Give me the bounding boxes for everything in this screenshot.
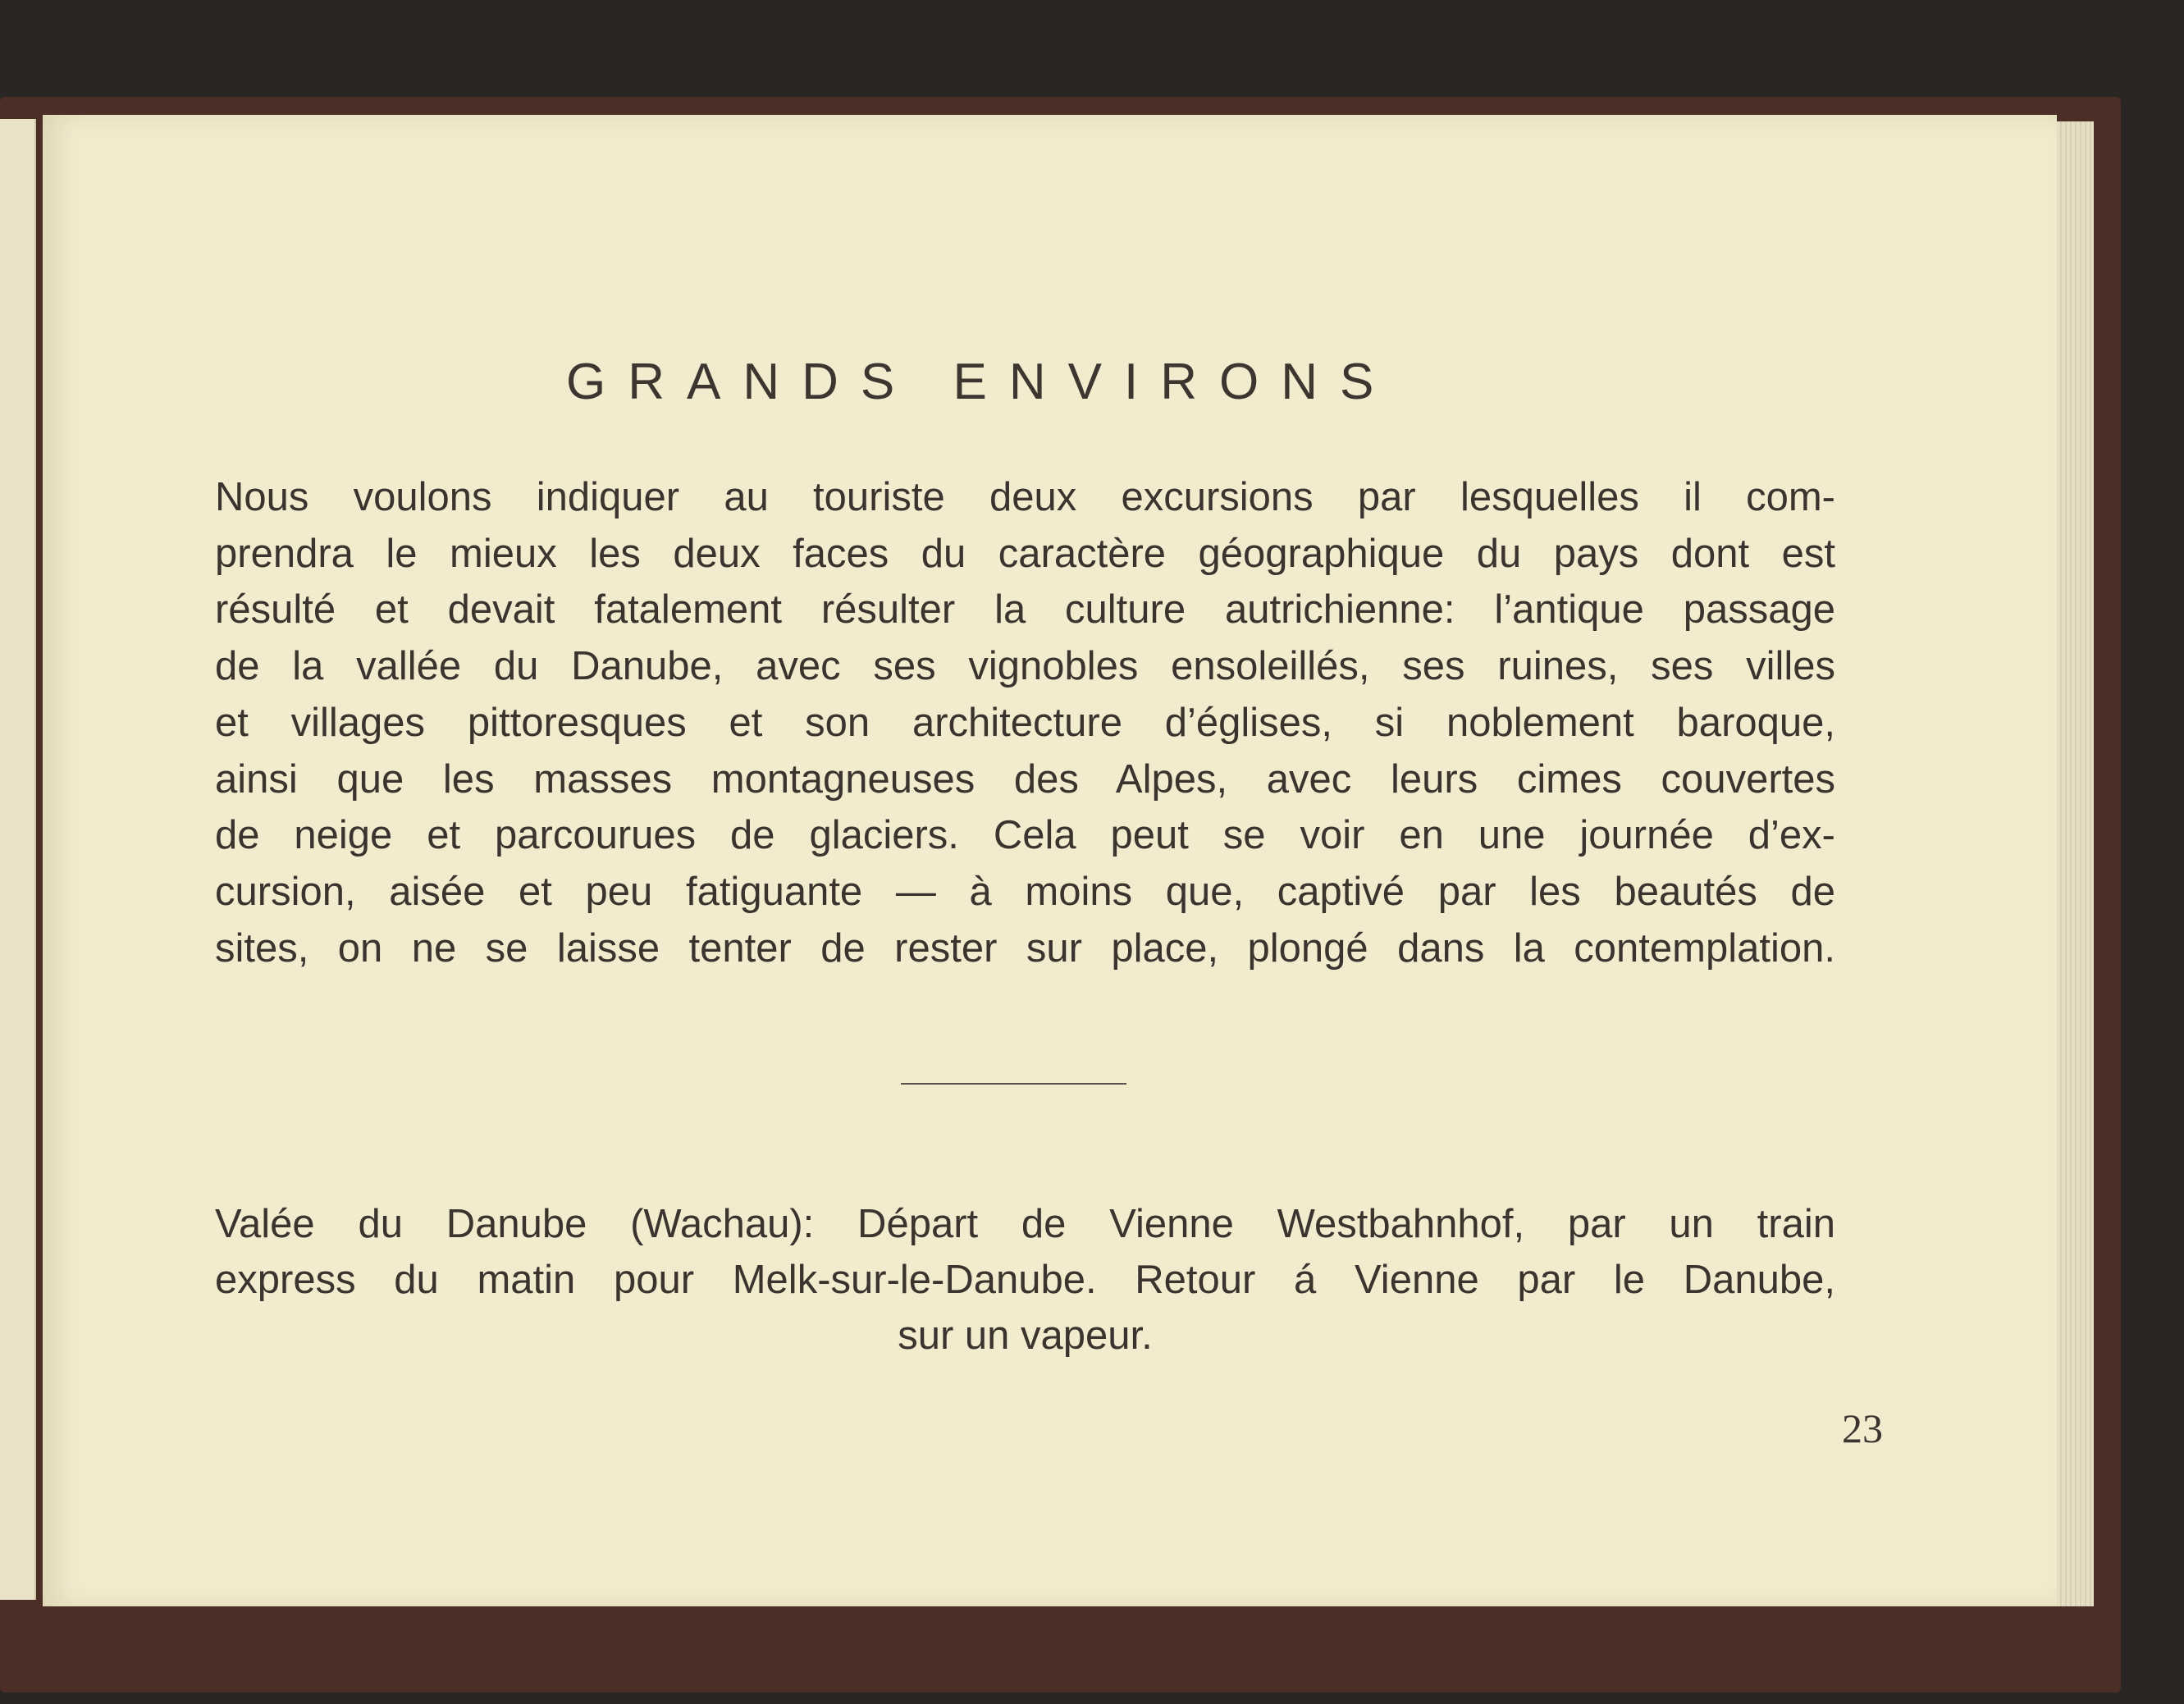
intro-line: de la vallée du Danube, avec ses vignobles ensoleillés, ses ruines, ses villes: [215, 644, 1835, 689]
excursion-paragraph: [215, 1196, 1835, 1364]
intro-paragraph: [215, 469, 1835, 976]
excursion-line: express du matin pour Melk-sur-le-Danube. Retour á Vienne par le Danube,: [215, 1258, 1835, 1302]
page-number: 23: [1842, 1405, 1883, 1451]
section-divider: [901, 1083, 1126, 1085]
left-page-edge: [0, 119, 36, 1600]
intro-line: cursion, aisée et peu fatiguante — à moins que, captivé par les beautés de: [215, 869, 1835, 914]
intro-line: sites, on ne se laisse tenter de rester sur place, plongé dans la contemplation.: [215, 925, 1835, 971]
intro-line: et villages pittoresques et son architecture d’églises, si noblement baroque,: [215, 700, 1835, 745]
page-heading: GRANDS ENVIRONS: [566, 354, 1396, 410]
intro-line: Nous voulons indiquer au touriste deux excursions par lesquelles il com-: [215, 475, 1835, 519]
intro-line: de neige et parcourues de glaciers. Cela peut se voir en une journée d’ex-: [215, 813, 1835, 858]
excursion-line: Valée du Danube (Wachau): Départ de Vienne Westbahnhof, par un train: [215, 1202, 1835, 1246]
excursion-line: sur un vapeur.: [898, 1313, 1153, 1358]
intro-line: prendra le mieux les deux faces du caractère géographique du pays dont est: [215, 531, 1835, 576]
page-stack-edge: [2055, 121, 2094, 1606]
intro-line: ainsi que les masses montagneuses des Alpes, avec leurs cimes couvertes: [215, 756, 1835, 802]
intro-line: résulté et devait fatalement résulter la culture autrichienne: l’antique passage: [215, 587, 1835, 633]
